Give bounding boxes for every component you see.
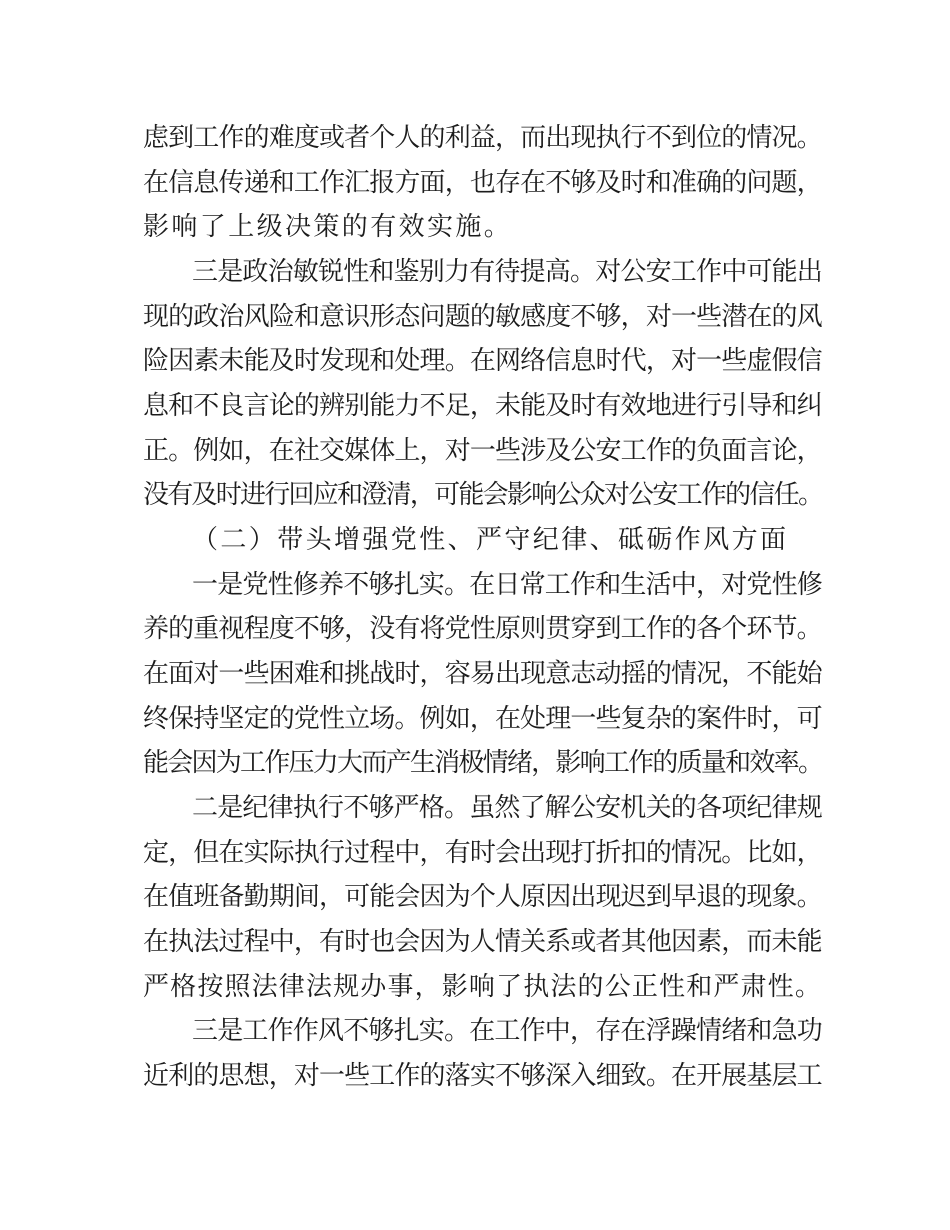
text-line-18: 在值班备勤期间，可能会因为个人原因出现迟到早退的现象。 xyxy=(143,882,822,912)
text-line-9: 没有及时进行回应和澄清，可能会影响公众对公安工作的信任。 xyxy=(143,480,823,510)
text-line-12: 养的重视程度不够，没有将党性原则贯穿到工作的各个环节。 xyxy=(143,614,822,644)
text-line-20: 严格按照法律法规办事，影响了执法的公正性和严肃性。 xyxy=(143,972,823,1002)
paragraph-first-line: 一是党性修养不够扎实。在日常工作和生活中，对党性修 xyxy=(192,570,823,600)
text-line-5: 现的政治风险和意识形态问题的敏感度不够，对一些潜在的风 xyxy=(143,302,822,332)
text-line-2: 在信息传递和工作汇报方面，也存在不够及时和准确的问题， xyxy=(143,168,822,198)
text-line-22: 近利的思想，对一些工作的落实不够深入细致。在开展基层工 xyxy=(143,1061,822,1091)
text-line-15: 能会因为工作压力大而产生消极情绪，影响工作的质量和效率。 xyxy=(143,748,823,778)
text-line-8: 正。例如，在社交媒体上，对一些涉及公安工作的负面言论， xyxy=(143,436,822,466)
text-line-1: 虑到工作的难度或者个人的利益，而出现执行不到位的情况。 xyxy=(143,123,822,153)
text-line-3: 影响了上级决策的有效实施。 xyxy=(143,212,513,242)
text-line-13: 在面对一些困难和挑战时，容易出现意志动摇的情况，不能始 xyxy=(143,659,822,689)
paragraph-first-line: 三是工作作风不够扎实。在工作中，存在浮躁情绪和急功 xyxy=(192,1016,823,1046)
text-line-19: 在执法过程中，有时也会因为人情关系或者其他因素，而未能 xyxy=(143,927,822,957)
paragraph-first-line: 二是纪律执行不够严格。虽然了解公安机关的各项纪律规 xyxy=(192,793,823,823)
text-line-17: 定，但在实际执行过程中，有时会出现打折扣的情况。比如， xyxy=(143,838,822,868)
section-heading: （二）带头增强党性、严守纪律、砥砺作风方面 xyxy=(192,525,789,555)
text-line-6: 险因素未能及时发现和处理。在网络信息时代，对一些虚假信 xyxy=(143,346,822,376)
paragraph-first-line: 三是政治敏锐性和鉴别力有待提高。对公安工作中可能出 xyxy=(192,257,823,287)
text-line-14: 终保持坚定的党性立场。例如，在处理一些复杂的案件时，可 xyxy=(143,704,822,734)
text-line-7: 息和不良言论的辨别能力不足，未能及时有效地进行引导和纠 xyxy=(143,391,822,421)
